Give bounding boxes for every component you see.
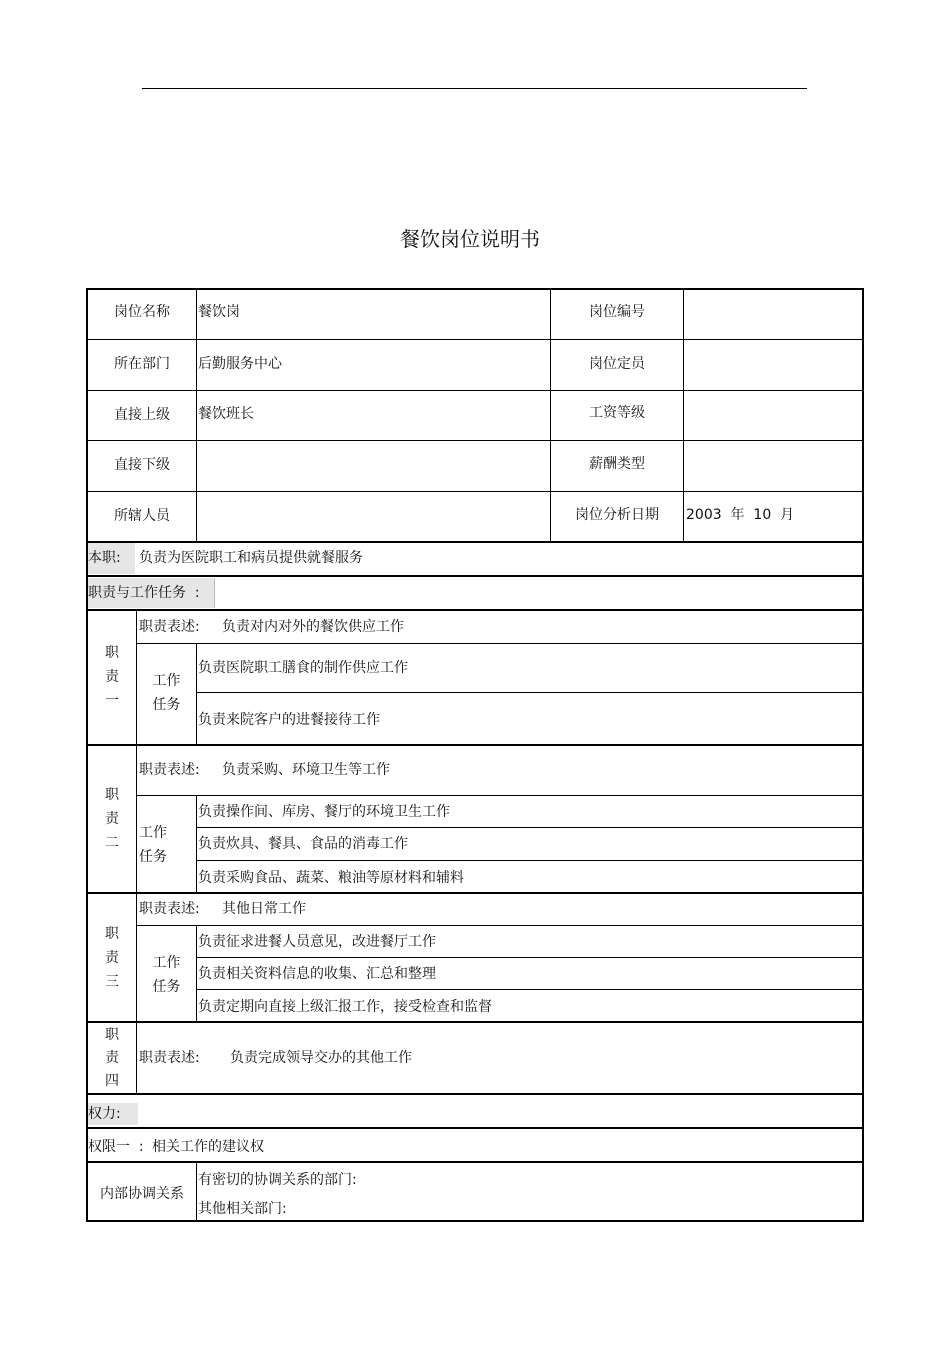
duty-1-label: 职 责 一 (105, 645, 119, 709)
main-duty-label: 本职: (88, 550, 121, 566)
duty-2-task-2: 负责炊具、餐具、食品的消毒工作 (198, 836, 408, 852)
duty-2-label: 职 责 二 (105, 787, 119, 851)
superior-label: 直接上级 (114, 407, 170, 423)
duty-3-task-3: 负责定期向直接上级汇报工作，接受检查和监督 (198, 999, 492, 1015)
duty-3-task-2: 负责相关资料信息的收集、汇总和整理 (198, 966, 436, 982)
position-no-label: 岗位编号 (589, 304, 645, 320)
wage-grade-label: 工资等级 (589, 405, 645, 421)
position-name-value: 餐饮岗 (198, 304, 240, 320)
duties-header: 职责与工作任务 : (88, 585, 200, 601)
authority-item-1-label: 权限一 : (88, 1139, 144, 1155)
duty-1-task-2: 负责来院客户的进餐接待工作 (198, 712, 380, 728)
duty-3-task-1: 负责征求进餐人员意见，改进餐厅工作 (198, 934, 436, 950)
header-rule (142, 88, 807, 89)
superior-value: 餐饮班长 (198, 406, 254, 422)
duty-2-task-1: 负责操作间、库房、餐厅的环境卫生工作 (198, 804, 450, 820)
duty-1-task-1: 负责医院职工膳食的制作供应工作 (198, 660, 408, 676)
duty-3-desc-label: 职责表述: (139, 901, 200, 917)
analysis-date-label: 岗位分析日期 (575, 507, 659, 523)
pay-type-label: 薪酬类型 (589, 456, 645, 472)
duty-3-label: 职 责 三 (105, 926, 119, 990)
duty-2-desc-label: 职责表述: (139, 762, 200, 778)
duty-2-desc: 负责采购、环境卫生等工作 (222, 762, 390, 778)
authority-item-1-text: 相关工作的建议权 (152, 1139, 264, 1155)
analysis-date-value: 2003 年 10 月 (686, 507, 795, 523)
main-duty-text: 负责为医院职工和病员提供就餐服务 (139, 550, 363, 566)
duty-3-desc: 其他日常工作 (222, 901, 306, 917)
duty-1-desc: 负责对内对外的餐饮供应工作 (222, 619, 404, 635)
document-title: 餐饮岗位说明书 (400, 227, 540, 251)
dept-value: 后勤服务中心 (198, 356, 282, 372)
duty-4-desc-label: 职责表述: (139, 1050, 200, 1066)
position-name-label: 岗位名称 (114, 304, 170, 320)
headcount-label: 岗位定员 (589, 356, 645, 372)
duty-4-label: 职 责 四 (105, 1027, 119, 1089)
authority-header: 权力: (88, 1106, 121, 1122)
duty-1-task-label: 工作 任务 (152, 673, 181, 713)
duty-3-task-label: 工作 任务 (152, 955, 181, 995)
coordination-line-2: 其他相关部门: (198, 1201, 287, 1217)
duty-2-task-3: 负责采购食品、蔬菜、粮油等原材料和辅料 (198, 870, 464, 886)
coordination-label: 内部协调关系 (100, 1186, 184, 1202)
duty-2-task-label: 工作 任务 (139, 825, 167, 865)
duty-4-desc: 负责完成领导交办的其他工作 (230, 1050, 412, 1066)
coordination-line-1: 有密切的协调关系的部门: (198, 1172, 357, 1188)
duty-1-desc-label: 职责表述: (139, 619, 200, 635)
staff-label: 所辖人员 (114, 508, 170, 524)
dept-label: 所在部门 (114, 356, 170, 372)
subordinate-label: 直接下级 (114, 457, 170, 473)
